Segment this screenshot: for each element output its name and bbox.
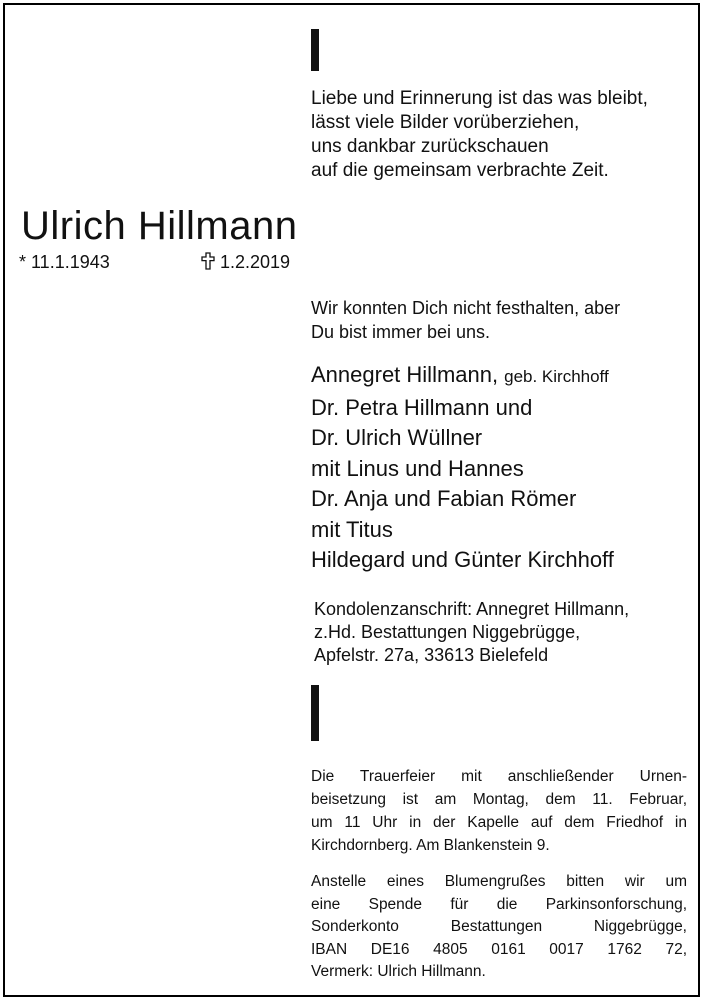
mourner-line: Hildegard und Günter Kirchhoff — [311, 547, 614, 572]
donation-line: Sonderkonto Bestattungen Niggebrügge, — [311, 918, 687, 935]
memorial-poem — [311, 87, 648, 183]
deceased-name: Ulrich Hillmann — [21, 204, 298, 248]
middle-divider-bar — [311, 685, 319, 741]
death-date: 1.2.2019 — [220, 252, 291, 272]
donation-line: Anstelle eines Blumengrußes bitten wir um — [311, 873, 687, 890]
top-divider-bar — [311, 29, 319, 71]
mourner-name: Annegret Hillmann, — [311, 362, 499, 387]
birth-date: * 11.1.1943 — [19, 252, 110, 272]
poem-line: Liebe und Erinnerung ist das was bleibt, — [311, 88, 648, 109]
obituary-notice — [3, 3, 700, 997]
poem-line: lässt viele Bilder vorüberziehen, — [311, 112, 580, 133]
service-line: Die Trauerfeier mit anschließender Urnen- — [311, 768, 687, 785]
mourner-line: Dr. Anja und Fabian Römer — [311, 486, 577, 511]
donation-line: IBAN DE16 4805 0161 0017 1762 72, — [311, 940, 687, 958]
mourner-maiden-name: geb. Kirchhoff — [504, 367, 609, 386]
cross-icon — [200, 252, 216, 270]
motto — [311, 296, 620, 344]
mourner-line — [311, 360, 614, 393]
address-line: Kondolenzanschrift: Annegret Hillmann, — [314, 599, 630, 619]
funeral-service-info — [311, 765, 687, 857]
mourner-line: Dr. Ulrich Wüllner — [311, 425, 483, 450]
mourner-line: Dr. Petra Hillmann und — [311, 394, 533, 420]
address-line: z.Hd. Bestattungen Niggebrügge, — [314, 622, 581, 642]
death-date-group — [200, 250, 290, 274]
motto-line: Du bist immer bei uns. — [311, 322, 491, 342]
mourners-list — [311, 360, 614, 576]
condolence-address — [314, 598, 629, 667]
service-line: Kirchdornberg. Am Blankenstein 9. — [311, 837, 550, 854]
poem-line: auf die gemeinsam verbrachte Zeit. — [311, 160, 609, 181]
mourner-line: mit Linus und Hannes — [311, 455, 524, 481]
donation-line: Vermerk: Ulrich Hillmann. — [311, 963, 486, 980]
motto-line: Wir konnten Dich nicht festhalten, aber — [311, 298, 621, 318]
mourner-line: mit Titus — [311, 516, 393, 542]
service-line: beisetzung ist am Montag, dem 11. Februar, — [311, 791, 687, 808]
service-line: um 11 Uhr in der Kapelle auf dem Friedhof in — [311, 814, 687, 831]
donation-request — [311, 871, 687, 984]
poem-line: uns dankbar zurückschauen — [311, 136, 549, 157]
address-line: Apfelstr. 27a, 33613 Bielefeld — [314, 645, 549, 665]
donation-line: eine Spende für die Parkinsonforschung, — [311, 895, 687, 913]
